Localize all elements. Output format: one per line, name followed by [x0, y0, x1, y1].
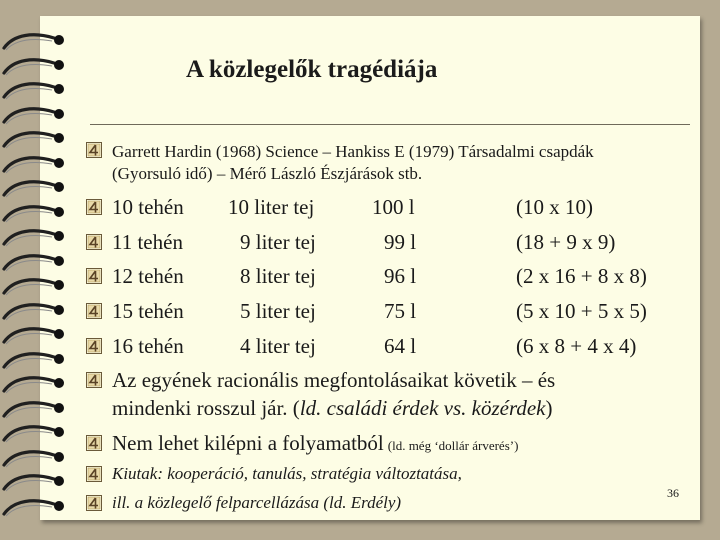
spiral-ring — [0, 275, 70, 301]
row-milk: 8 liter tej — [240, 264, 316, 288]
spiral-ring — [0, 471, 70, 497]
row-cows: 12 tehén — [112, 264, 184, 288]
spiral-ring — [0, 496, 70, 522]
row-total: 64 l — [384, 334, 417, 358]
row-cows: 15 tehén — [112, 299, 184, 323]
row-total: 99 l — [384, 230, 417, 254]
point-rational-line-1: Az egyének racionális megfontolásaikat követik – és — [112, 368, 556, 392]
spiral-ring — [0, 447, 70, 473]
row-cows: 16 tehén — [112, 334, 184, 358]
point-rational-text: mindenki rosszul jár. ( — [112, 396, 300, 420]
row-calc: (5 x 10 + 5 x 5) — [516, 299, 647, 323]
page-number: 36 — [667, 486, 679, 500]
checkbox-4-bullet-icon — [86, 142, 102, 158]
checkbox-4-bullet-icon — [86, 435, 102, 451]
spiral-ring — [0, 300, 70, 326]
row-cows: 10 tehén — [112, 195, 184, 219]
checkbox-4-bullet-icon — [86, 303, 102, 319]
spiral-ring — [0, 153, 70, 179]
point-rational-close: ) — [545, 396, 553, 420]
ways-out-line-1: Kiutak: kooperáció, tanulás, stratégia változtatása, — [112, 464, 462, 483]
slide-title: A közlegelők tragédiája — [186, 56, 438, 83]
row-calc: (10 x 10) — [516, 195, 593, 219]
point-exit-main: Nem lehet kilépni a folyamatból — [112, 431, 384, 455]
spiral-ring — [0, 79, 70, 105]
spiral-ring — [0, 398, 70, 424]
point-rational-line-2 — [112, 396, 553, 421]
spiral-ring — [0, 324, 70, 350]
checkbox-4-bullet-icon — [86, 466, 102, 482]
title-divider — [90, 124, 690, 125]
point-rational-example: ld. családi érdek vs. közérdek — [299, 396, 546, 420]
row-calc: (2 x 16 + 8 x 8) — [516, 264, 647, 288]
checkbox-4-bullet-icon — [86, 199, 102, 215]
row-cows: 11 tehén — [112, 230, 183, 254]
spiral-ring — [0, 202, 70, 228]
spiral-ring — [0, 226, 70, 252]
row-total: 100 l — [372, 195, 415, 219]
row-total: 75 l — [384, 299, 417, 323]
spiral-ring — [0, 30, 70, 56]
row-calc: (18 + 9 x 9) — [516, 230, 616, 254]
row-milk: 9 liter tej — [240, 230, 316, 254]
spiral-ring — [0, 104, 70, 130]
spiral-ring — [0, 251, 70, 277]
reference-line-2: (Gyorsuló idő) – Mérő László Észjárások stb. — [112, 164, 423, 183]
point-exit-aside: (ld. még ‘dollár árverés’) — [387, 438, 519, 453]
spiral-ring — [0, 55, 70, 81]
ways-out-line-2: ill. a közlegelő felparcellázása (ld. Erdély) — [112, 493, 402, 512]
spiral-ring — [0, 349, 70, 375]
spiral-ring — [0, 422, 70, 448]
checkbox-4-bullet-icon — [86, 338, 102, 354]
reference-line-1: Garrett Hardin (1968) Science – Hankiss E (1979) Társadalmi csapdák — [112, 142, 594, 161]
row-milk: 4 liter tej — [240, 334, 316, 358]
spiral-ring — [0, 128, 70, 154]
checkbox-4-bullet-icon — [86, 495, 102, 511]
spiral-ring — [0, 373, 70, 399]
row-total: 96 l — [384, 264, 417, 288]
spiral-ring — [0, 177, 70, 203]
checkbox-4-bullet-icon — [86, 234, 102, 250]
row-milk: 5 liter tej — [240, 299, 316, 323]
point-exit — [112, 431, 518, 456]
row-calc: (6 x 8 + 4 x 4) — [516, 334, 637, 358]
row-milk: 10 liter tej — [228, 195, 315, 219]
checkbox-4-bullet-icon — [86, 268, 102, 284]
checkbox-4-bullet-icon — [86, 372, 102, 388]
